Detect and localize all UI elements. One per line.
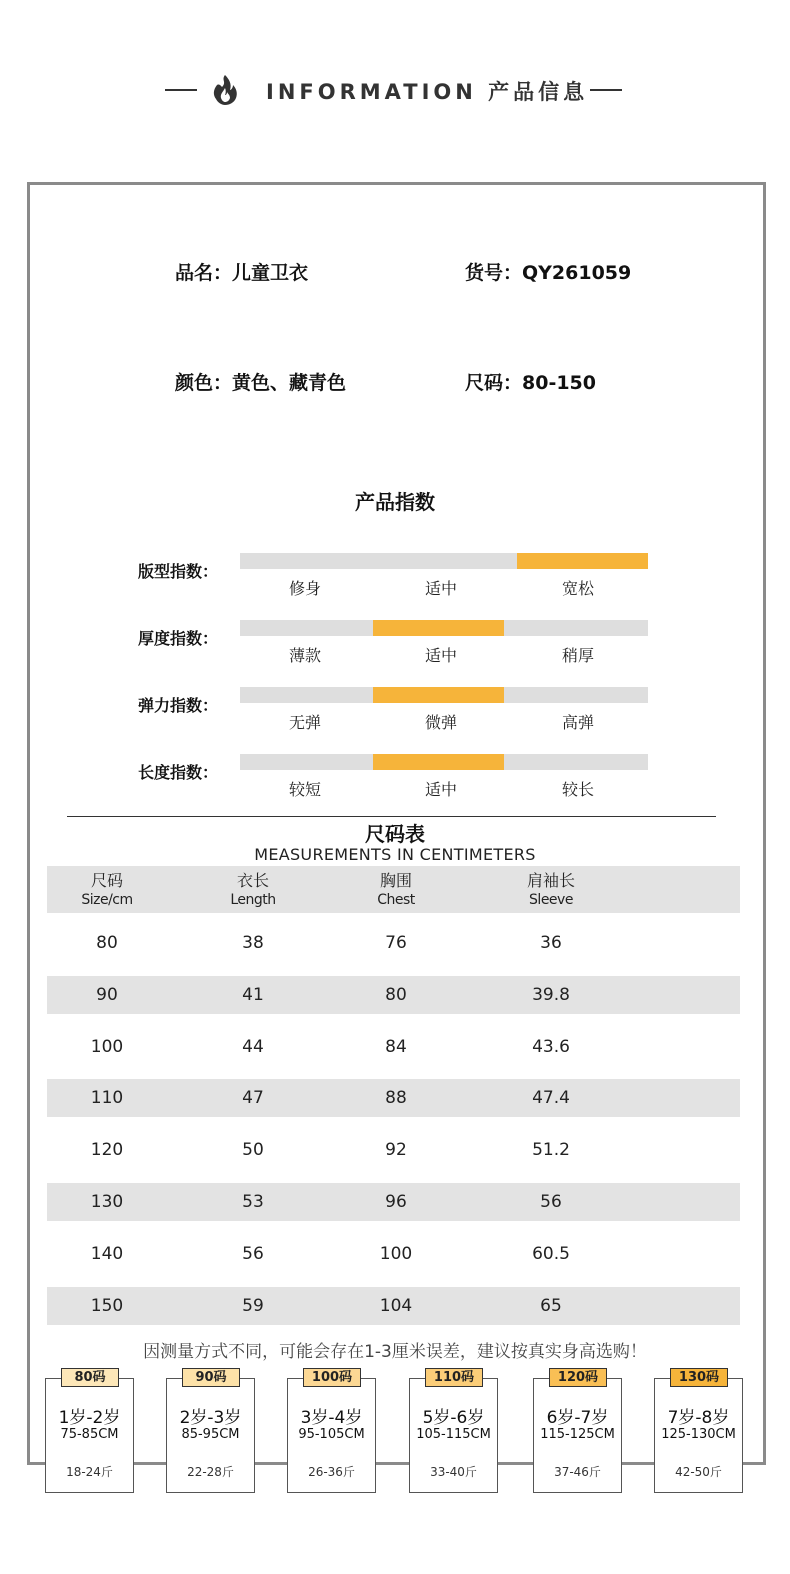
index-bar-highlight (373, 620, 504, 636)
table-cell: 100 (90, 1036, 124, 1057)
table-cell: 65 (540, 1295, 562, 1316)
index-option: 薄款 (288, 646, 321, 665)
size-card-age: 3岁-4岁 (300, 1408, 363, 1428)
index-option: 适中 (424, 780, 457, 799)
table-cell: 80 (96, 933, 118, 953)
size-card (287, 1370, 376, 1493)
product-color: 颜色：黄色、藏青色 (175, 372, 347, 394)
size-range: 尺码：80-150 (465, 372, 596, 394)
section-divider (67, 816, 716, 817)
size-card (533, 1370, 622, 1493)
index-bar-highlight (517, 553, 648, 569)
size-table-title: 尺码表 (365, 822, 425, 846)
table-cell: 140 (90, 1243, 124, 1264)
index-bar (240, 620, 648, 636)
table-cell: 53 (242, 1192, 264, 1212)
index-bar (240, 553, 648, 569)
size-card-age: 5岁-6岁 (422, 1408, 485, 1428)
size-card-weight: 42-50斤 (675, 1465, 722, 1479)
index-option: 修身 (288, 579, 321, 598)
size-card-weight: 37-46斤 (554, 1465, 601, 1479)
table-cell: 120 (90, 1140, 124, 1161)
index-option: 较长 (561, 780, 594, 799)
header-title: INFORMATION 产品信息 (266, 80, 589, 104)
size-card-weight: 22-28斤 (187, 1465, 234, 1479)
header-left-rule (165, 89, 197, 91)
table-cell: 60.5 (532, 1243, 570, 1264)
header-length: 衣长 Length (230, 871, 276, 908)
flame-logo-icon (208, 73, 242, 107)
table-cell: 39.8 (532, 984, 570, 1005)
index-label: 版型指数： (138, 562, 219, 581)
index-bar (240, 687, 648, 703)
index-bar (240, 754, 648, 770)
size-table-subtitle: MEASUREMENTS IN CENTIMETERS (254, 845, 536, 864)
index-option: 适中 (424, 646, 457, 665)
size-card-height: 75-85CM (60, 1427, 119, 1442)
size-card-height: 95-105CM (298, 1427, 365, 1442)
size-card-height: 105-115CM (416, 1427, 491, 1442)
table-cell: 44 (242, 1036, 264, 1057)
size-card-tag: 120码 (549, 1368, 607, 1387)
table-cell: 96 (385, 1192, 407, 1212)
size-card-age: 2岁-3岁 (179, 1408, 242, 1428)
table-row (47, 1183, 740, 1221)
size-card-height: 115-125CM (540, 1427, 615, 1442)
size-card-weight: 26-36斤 (308, 1465, 355, 1479)
table-cell: 38 (242, 933, 264, 953)
index-option: 无弹 (288, 713, 321, 732)
index-label: 厚度指数： (138, 629, 219, 648)
size-card (654, 1370, 743, 1493)
size-card (45, 1370, 134, 1493)
table-cell: 130 (90, 1192, 124, 1212)
header-sleeve: 肩袖长 Sleeve (526, 871, 575, 908)
table-cell: 104 (379, 1295, 413, 1316)
table-cell: 76 (385, 933, 407, 953)
size-card-age: 1岁-2岁 (58, 1408, 121, 1428)
table-cell: 51.2 (532, 1140, 570, 1161)
table-cell: 47 (242, 1088, 264, 1109)
table-row (47, 924, 740, 962)
size-table-header (47, 866, 740, 913)
measurement-note: 因测量方式不同，可能会存在1-3厘米误差，建议按真实身高选购！ (143, 1342, 647, 1362)
table-row (47, 976, 740, 1014)
index-label: 长度指数： (138, 763, 219, 782)
table-cell: 100 (379, 1243, 413, 1264)
table-cell: 47.4 (532, 1088, 570, 1109)
item-number: 货号：QY261059 (465, 262, 632, 284)
size-card-tag: 100码 (303, 1368, 361, 1387)
index-option: 高弹 (561, 713, 594, 732)
index-option: 较短 (288, 780, 321, 799)
table-cell: 110 (90, 1088, 124, 1109)
table-row (47, 1235, 740, 1273)
size-card-weight: 33-40斤 (430, 1465, 477, 1479)
index-option: 稍厚 (561, 646, 594, 665)
product-name: 品名：儿童卫衣 (175, 262, 309, 284)
table-row (47, 1131, 740, 1169)
size-card (409, 1370, 498, 1493)
table-cell: 150 (90, 1295, 124, 1316)
table-cell: 43.6 (532, 1036, 570, 1057)
index-option: 微弹 (424, 713, 457, 732)
table-cell: 80 (385, 984, 407, 1005)
index-option: 适中 (424, 579, 457, 598)
index-bar-highlight (373, 687, 504, 703)
size-card-tag: 110码 (425, 1368, 483, 1387)
table-row (47, 1287, 740, 1325)
index-option: 宽松 (561, 579, 594, 598)
table-cell: 59 (242, 1295, 264, 1316)
table-cell: 36 (540, 933, 562, 953)
table-cell: 56 (540, 1192, 562, 1212)
size-card-tag: 80码 (61, 1368, 119, 1387)
index-section-title: 产品指数 (355, 490, 435, 514)
size-card (166, 1370, 255, 1493)
size-card-weight: 18-24斤 (66, 1465, 113, 1479)
table-row (47, 1079, 740, 1117)
size-card-tag: 130码 (670, 1368, 728, 1387)
table-cell: 50 (242, 1140, 264, 1161)
table-cell: 88 (385, 1088, 407, 1109)
size-card-height: 85-95CM (181, 1427, 240, 1442)
table-row (47, 1028, 740, 1066)
size-card-age: 7岁-8岁 (667, 1408, 730, 1428)
header-size: 尺码 Size/cm (81, 871, 133, 908)
size-card-height: 125-130CM (661, 1427, 736, 1442)
table-cell: 90 (96, 984, 118, 1005)
index-bar-highlight (373, 754, 504, 770)
size-card-age: 6岁-7岁 (546, 1408, 609, 1428)
size-card-tag: 90码 (182, 1368, 240, 1387)
header-chest: 胸围 Chest (377, 871, 415, 908)
table-cell: 84 (385, 1036, 407, 1057)
index-label: 弹力指数： (138, 696, 219, 715)
table-cell: 92 (385, 1140, 407, 1161)
header-right-rule (590, 89, 622, 91)
table-cell: 41 (242, 984, 264, 1005)
page-header (0, 70, 790, 110)
table-cell: 56 (242, 1243, 264, 1264)
